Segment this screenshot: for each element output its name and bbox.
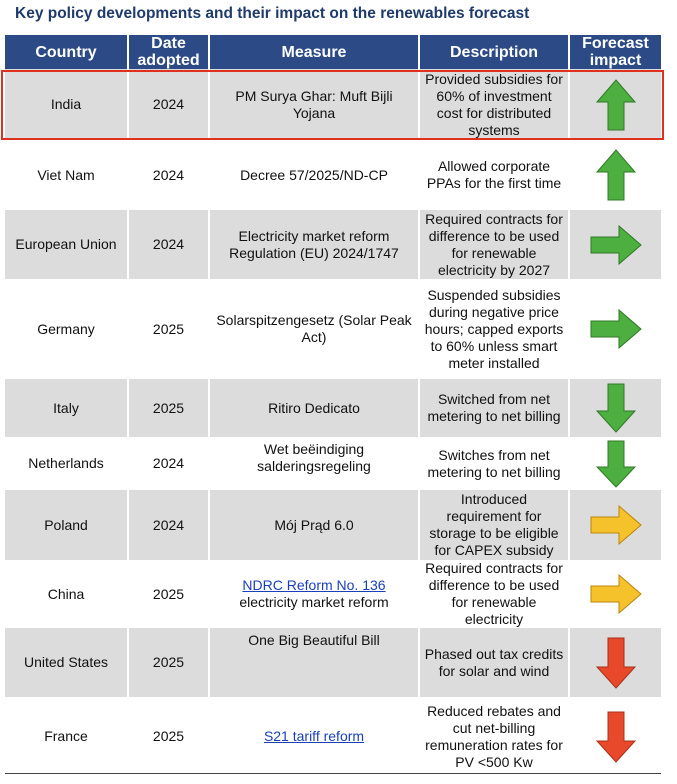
cell-date: 2024 [128, 210, 209, 279]
down-green-arrow-icon [596, 440, 636, 488]
cell-date: 2025 [128, 697, 209, 776]
table-title: Key policy developments and their impact on the renewables forecast [15, 5, 530, 22]
right-green-arrow-icon [590, 225, 642, 265]
cell-impact [569, 560, 661, 628]
cell-country: China [5, 560, 128, 628]
cell-description: Required contracts for difference to be used for renewable electricity [419, 560, 569, 628]
down-red-arrow-icon [596, 711, 636, 763]
header-country: Country [5, 35, 128, 69]
cell-measure: Mój Prąd 6.0 [209, 490, 419, 560]
table-row [5, 697, 661, 776]
cell-date: 2024 [128, 437, 209, 490]
table-row [5, 279, 661, 379]
cell-measure: Ritiro Dedicato [209, 379, 419, 437]
cell-date: 2024 [128, 140, 209, 210]
s21-tariff-reform-link[interactable]: S21 tariff reform [263, 728, 365, 744]
cell-description: Required contracts for difference to be used for renewable electricity by 2027 [419, 210, 569, 279]
cell-impact [569, 628, 661, 697]
cell-country: European Union [5, 210, 128, 279]
table-header-row [5, 35, 661, 69]
cell-country: India [5, 69, 128, 140]
cell-country: United States [5, 628, 128, 697]
cell-impact [569, 697, 661, 776]
header-measure: Measure [209, 35, 419, 69]
cell-measure [209, 560, 419, 628]
table-row [5, 210, 661, 279]
table-row [5, 140, 661, 210]
cell-impact [569, 210, 661, 279]
cell-description: Switched from net metering to net billing [419, 379, 569, 437]
cell-date: 2025 [128, 279, 209, 379]
cell-measure: Electricity market reform Regulation (EU) 2024/1747 [209, 210, 419, 279]
cell-measure-extra: electricity market reform [239, 594, 389, 610]
up-green-arrow-icon [596, 79, 636, 131]
cell-country: Netherlands [5, 437, 128, 490]
cell-impact [569, 437, 661, 490]
table-row [5, 69, 661, 140]
down-red-arrow-icon [596, 637, 636, 689]
cell-measure: Wet beëindiging salderingsregeling [209, 437, 419, 490]
cell-country: Italy [5, 379, 128, 437]
cell-impact [569, 490, 661, 560]
cell-description: Reduced rebates and cut net-billing remuneration rates for PV <500 Kw [419, 697, 569, 776]
cell-country: Poland [5, 490, 128, 560]
cell-description: Switches from net metering to net billing [419, 437, 569, 490]
cell-description: Phased out tax credits for solar and wind [419, 628, 569, 697]
cell-country: France [5, 697, 128, 776]
cell-measure: PM Surya Ghar: Muft Bijli Yojana [209, 69, 419, 140]
cell-country: Germany [5, 279, 128, 379]
table-row [5, 560, 661, 628]
ndrc-reform-link[interactable]: NDRC Reform No. 136 [242, 577, 386, 593]
cell-date: 2025 [128, 379, 209, 437]
table-row [5, 379, 661, 437]
cell-measure [209, 697, 419, 776]
cell-impact [569, 69, 661, 140]
table-row [5, 490, 661, 560]
cell-description: Allowed corporate PPAs for the first time [419, 140, 569, 210]
cell-impact [569, 140, 661, 210]
table-row [5, 628, 661, 697]
cell-country: Viet Nam [5, 140, 128, 210]
cell-date: 2025 [128, 560, 209, 628]
up-green-arrow-icon [596, 149, 636, 201]
cell-date: 2024 [128, 69, 209, 140]
table-bottom-rule [5, 773, 661, 774]
cell-description: Introduced requirement for storage to be eligible for CAPEX subsidy [419, 490, 569, 560]
cell-measure: Decree 57/2025/ND-CP [209, 140, 419, 210]
header-description: Description [419, 35, 569, 69]
cell-impact [569, 279, 661, 379]
header-date-adopted: Date adopted [128, 35, 209, 69]
cell-description: Suspended subsidies during negative price hours; capped exports to 60% unless smart meter installed [419, 279, 569, 379]
table-row [5, 437, 661, 490]
header-forecast-impact: Forecast impact [569, 35, 661, 69]
policy-table [5, 35, 661, 776]
right-yellow-arrow-icon [590, 505, 642, 545]
cell-description: Provided subsidies for 60% of investment cost for distributed systems [419, 69, 569, 140]
cell-date: 2024 [128, 490, 209, 560]
down-green-arrow-icon [596, 383, 636, 433]
cell-impact [569, 379, 661, 437]
cell-measure: One Big Beautiful Bill [209, 628, 419, 697]
cell-date: 2025 [128, 628, 209, 697]
cell-measure: Solarspitzengesetz (Solar Peak Act) [209, 279, 419, 379]
right-yellow-arrow-icon [590, 574, 642, 614]
right-green-arrow-icon [590, 309, 642, 349]
